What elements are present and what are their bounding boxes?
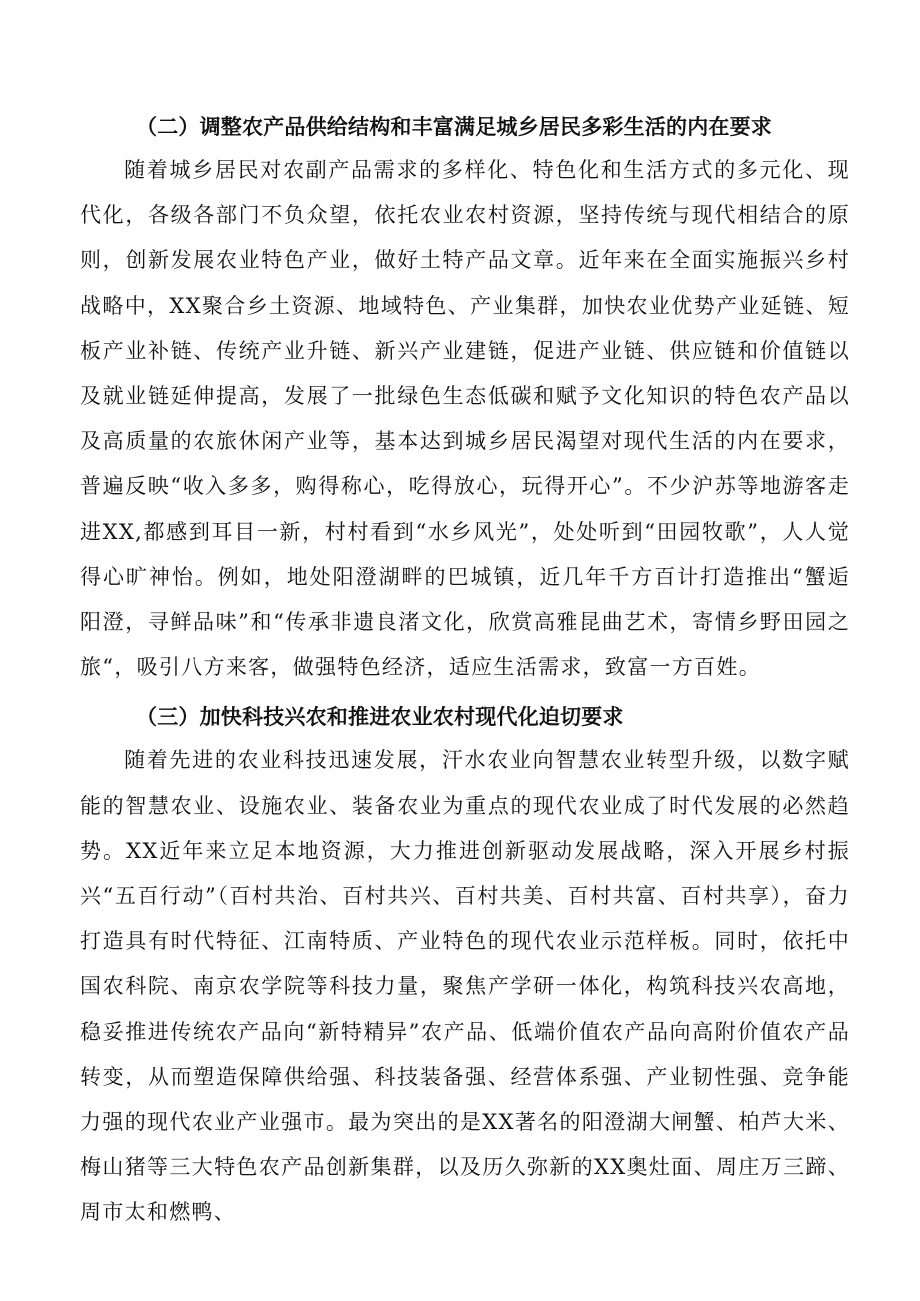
section-heading-2: （二）调整农产品供给结构和丰富满足城乡居民多彩生活的内在要求 bbox=[136, 115, 772, 139]
document-body bbox=[80, 106, 850, 1236]
section-paragraph-3: 随着先进的农业科技迅速发展，汗水农业向智慧农业转型升级，以数字赋能的智慧农业、设施农业、装备农业为重点的现代农业成了时代发展的必然趋势。XX近年来立足本地资源，大力推进创新驱动发展战略，深入开展乡村振兴“五百行动”（百村共治、百村共兴、百村共美、百村共富、百村共享），奋力打造具有时代特征、江南特质、产业特色的现代农业示范样板。同时，依托中国农科院、南京农学院等科技力量，聚焦产学研一体化，构筑科技兴农高地，稳妥推进传统农产品向“新特精异”农产品、低端价值农产品向高附价值农产品转变，从而塑造保障供给强、科技装备强、经营体系强、产业韧性强、竞争能力强的现代农业产业强市。最为突出的是XX著名的阳澄湖大闸蟹、柏芦大米、梅山猪等三大特色农产品创新集群，以及历久弥新的XX奥灶面、周庄万三蹄、周市太和燃鸭、 bbox=[80, 748, 850, 1225]
section-paragraph-2: 随着城乡居民对农副产品需求的多样化、特色化和生活方式的多元化、现代化，各级各部门不负众望，依托农业农村资源，坚持传统与现代相结合的原则，创新发展农业特色产业，做好土特产品文章。近年来在全面实施振兴乡村战略中，XX聚合乡土资源、地域特色、产业集群，加快农业优势产业延链、短板产业补链、传统产业升链、新兴产业建链，促进产业链、供应链和价值链以及就业链延伸提高，发展了一批绿色生态低碳和赋予文化知识的特色农产品以及高质量的农旅休闲产业等，基本达到城乡居民渴望对现代生活的内在要求，普遍反映“收入多多，购得称心，吃得放心，玩得开心”。不少沪苏等地游客走进XX,都感到耳目一新，村村看到“水乡风光”，处处听到“田园牧歌”，人人觉得心旷神怡。例如，地处阳澄湖畔的巴城镇，近几年千方百计打造推出“蟹逅阳澄，寻鲜品味”和“传承非遗良渚文化，欣赏高雅昆曲艺术，寄情乡野田园之旅“，吸引八方来客，做强特色经济，适应生活需求，致富一方百姓。 bbox=[80, 158, 850, 680]
section-heading-3: （三）加快科技兴农和推进农业农村现代化迫切要求 bbox=[136, 705, 624, 730]
